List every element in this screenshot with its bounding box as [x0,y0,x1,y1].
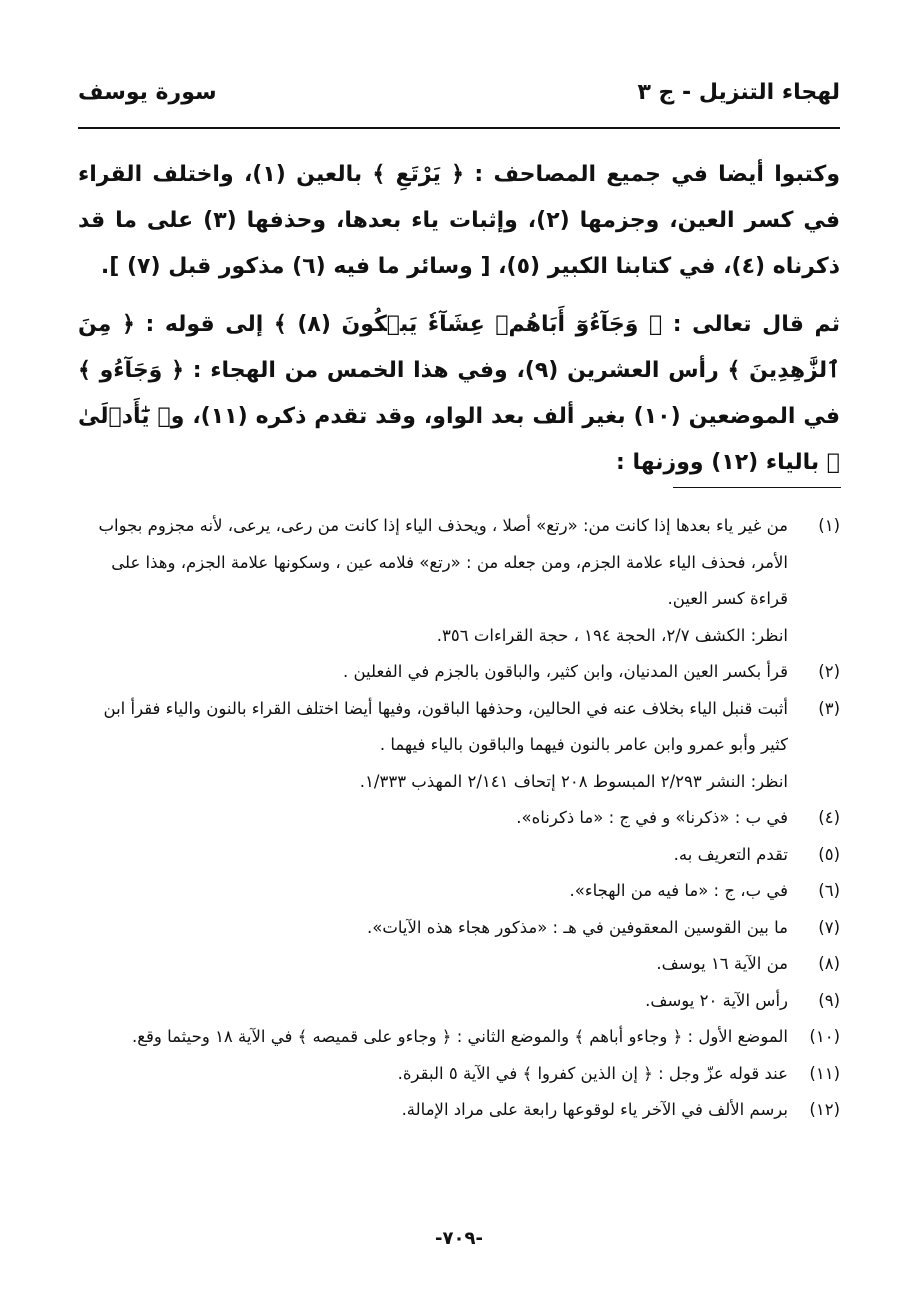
footnote-text: ما بين القوسين المعقوفين في هـ : «مذكور هجاء هذه الآيات». [366,917,788,937]
footnote-text: عند قوله عزّ وجل : ﴿ إن الذين كفروا ﴾ في الآية ٥ البقرة. [397,1063,788,1083]
footnote-text: انظر: الكشف ٢/٧، الحجة ١٩٤ ، حجة القراءات ٣٥٦. [436,625,788,645]
main-text [78,152,840,498]
footnote-number: (٧) [818,917,840,937]
footnote-text: انظر: النشر ٢/٢٩٣ المبسوط ٢٠٨ إتحاف ٢/١٤١ المهذب ١/٣٣٣. [359,771,788,791]
footnote-number: (١٠) [809,1027,840,1046]
footnote-text: قرأ بكسر العين المدنيان، وابن كثير، والباقون بالجزم في الفعلين . [342,662,788,681]
footnote [78,1092,840,1129]
footnote [78,691,840,764]
page-header [78,80,840,120]
footnote-divider [673,487,841,488]
footnote-text: تقدم التعريف به. [673,844,788,864]
surah-title: سورة يوسف [78,80,217,105]
footnotes [78,508,840,1129]
footnote-number: (١) [818,516,840,535]
footnote [78,1019,840,1056]
footnote-text: رأس الآية ٢٠ يوسف. [645,990,788,1010]
footnote-number: (٢) [818,662,840,681]
footnote [78,508,840,618]
footnote-number: (٥) [818,844,840,864]
footnote-number: (٩) [818,990,840,1010]
footnote-number: (٨) [818,954,840,973]
book-title: لهجاء التنزيل - ج ٣ [637,80,840,105]
footnote [78,837,840,874]
footnote-text: برسم الألف في الآخر ياء لوقوعها رابعة على مراد الإمالة. [401,1100,788,1119]
footnote-number: (٦) [818,881,840,900]
footnote-number: (١١) [809,1063,840,1083]
footnote [78,946,840,983]
footnote-number: (١٢) [809,1100,840,1119]
paragraph-1: وكتبوا أيضا في جميع المصاحف : ﴿ يَرْتَعِ ﴾ بالعين (١)، واختلف القراء في كسر العين، وجزمها (٢)، وإثبات ياء بعدها، وحذفها (٣) على ما قد ذكرناه (٤)، في كتابنا الكبير (٥)، [ وسائر ما فيه (٦) مذكور قبل (٧) ]. [78,162,841,279]
footnote-text: من غير ياء بعدها إذا كانت من: «رتع» أصلا ، ويحذف الياء إذا كانت من رعى، يرعى، لأنه مجزوم بجواب الأمر، فحذف الياء علامة الجزم، ومن جعله من : «رتع» فلامه عين ، وسكونها علامة الجزم، وهذا على قراءة كسر العين. [98,516,788,608]
footnote [78,800,840,837]
footnote-text: في ب : «ذكرنا» و في ج : «ما ذكرناه». [516,808,788,827]
footnote-number: (٣) [818,698,840,718]
footnote [78,983,840,1020]
footnote-text: من الآية ١٦ يوسف. [656,954,788,973]
footnote-reference [78,618,840,655]
footnote [78,910,840,947]
paragraph-2: ثم قال تعالى : ﴿ وَجَآءُوٓ أَبَاهُمۡ عِشَآءٗ يَبۡكُونَ (٨) ﴾ إلى قوله : ﴿ مِنَ ٱلزَّٰهِدِينَ ﴾ رأس العشرين (٩)، وفي هذا الخمس من الهجاء : ﴿ وَجَآءُو ﴾ في الموضعين (١٠) بغير ألف بعد الواو، وقد تقدم ذكره (١١)، و﴿ يَٰٓأَدۡلَىٰ ﴾ بالياء (١٢) ووزنها : [78,312,841,475]
footnote-number: (٤) [818,808,840,827]
footnote-text: الموضع الأول : ﴿ وجاءو أباهم ﴾ والموضع الثاني : ﴿ وجاءو على قميصه ﴾ في الآية ١٨ وحيثما وقع. [131,1027,788,1046]
footnote [78,654,840,691]
footnote [78,1056,840,1093]
page-number: -٧٠٩- [435,1228,483,1249]
header-divider [78,127,840,129]
footnote-reference [78,764,840,801]
footnote [78,873,840,910]
footnote-text: في ب، ج : «ما فيه من الهجاء». [569,881,788,900]
footnote-text: أثبت قنبل الياء بخلاف عنه في الحالين، وحذفها الباقون، وفيها أيضا اختلف القراء بالنون والياء فقرأ ابن كثير وأبو عمرو وابن عامر بالنون فيهما والباقون بالياء فيهما . [103,698,788,754]
